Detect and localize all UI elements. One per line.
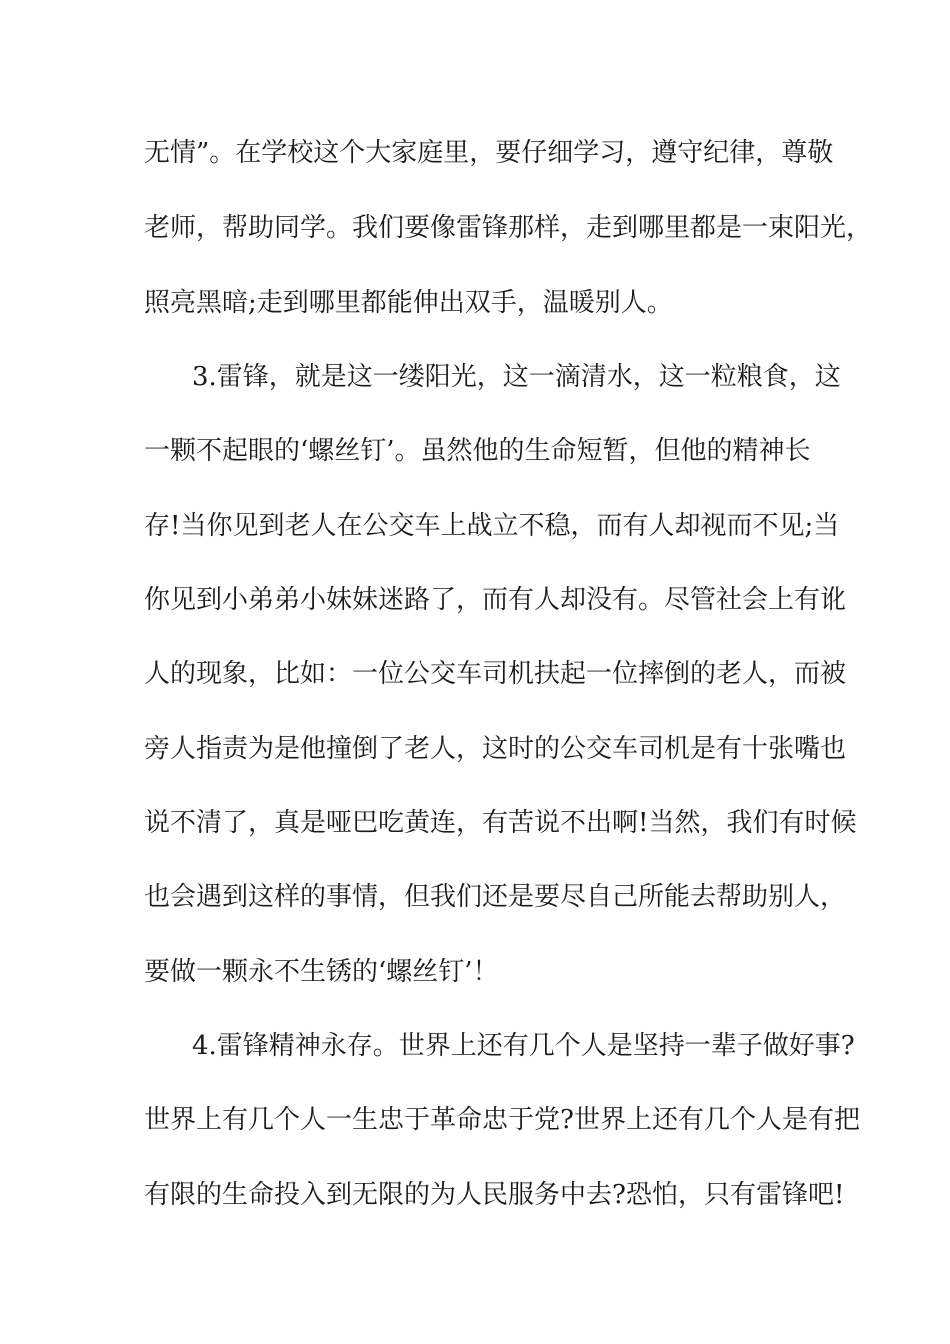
text-line: 照亮黑暗;走到哪里都能伸出双手，温暖别人。 xyxy=(144,288,673,318)
text-line: 要做一颗永不生锈的‘螺丝钉’！ xyxy=(144,957,499,987)
text-line: 存!当你见到老人在公交车上战立不稳，而有人却视而不见;当 xyxy=(144,511,840,541)
text-line: 说不清了，真是哑巴吃黄连，有苦说不出啊!当然，我们有时候 xyxy=(144,808,857,838)
text-line: 也会遇到这样的事情，但我们还是要尽自己所能去帮助别人， xyxy=(144,882,847,912)
text-line: 老师，帮助同学。我们要像雷锋那样，走到哪里都是一束阳光， xyxy=(144,213,873,243)
text-line: 有限的生命投入到无限的为人民服务中去?恐怕，只有雷锋吧! xyxy=(144,1180,845,1210)
text-line: 旁人指责为是他撞倒了老人，这时的公交车司机是有十张嘴也 xyxy=(144,734,847,764)
text-line: 你见到小弟弟小妹妹迷路了，而有人却没有。尽管社会上有讹 xyxy=(144,585,847,615)
text-line: 人的现象，比如：一位公交车司机扶起一位摔倒的老人，而被 xyxy=(144,659,847,689)
paragraph-4-first-line: 4.雷锋精神永存。世界上还有几个人是坚持一辈子做好事? xyxy=(192,1031,855,1061)
paragraph-3-first-line: 3.雷锋，就是这一缕阳光，这一滴清水，这一粒粮食，这 xyxy=(192,362,841,392)
text-line: 一颗不起眼的‘螺丝钉’。虽然他的生命短暂，但他的精神长 xyxy=(144,436,811,466)
text-line: 世界上有几个人一生忠于革命忠于党?世界上还有几个人是有把 xyxy=(144,1105,860,1135)
text-line: 无情”。在学校这个大家庭里，要仔细学习，遵守纪律，尊敬 xyxy=(144,138,834,168)
